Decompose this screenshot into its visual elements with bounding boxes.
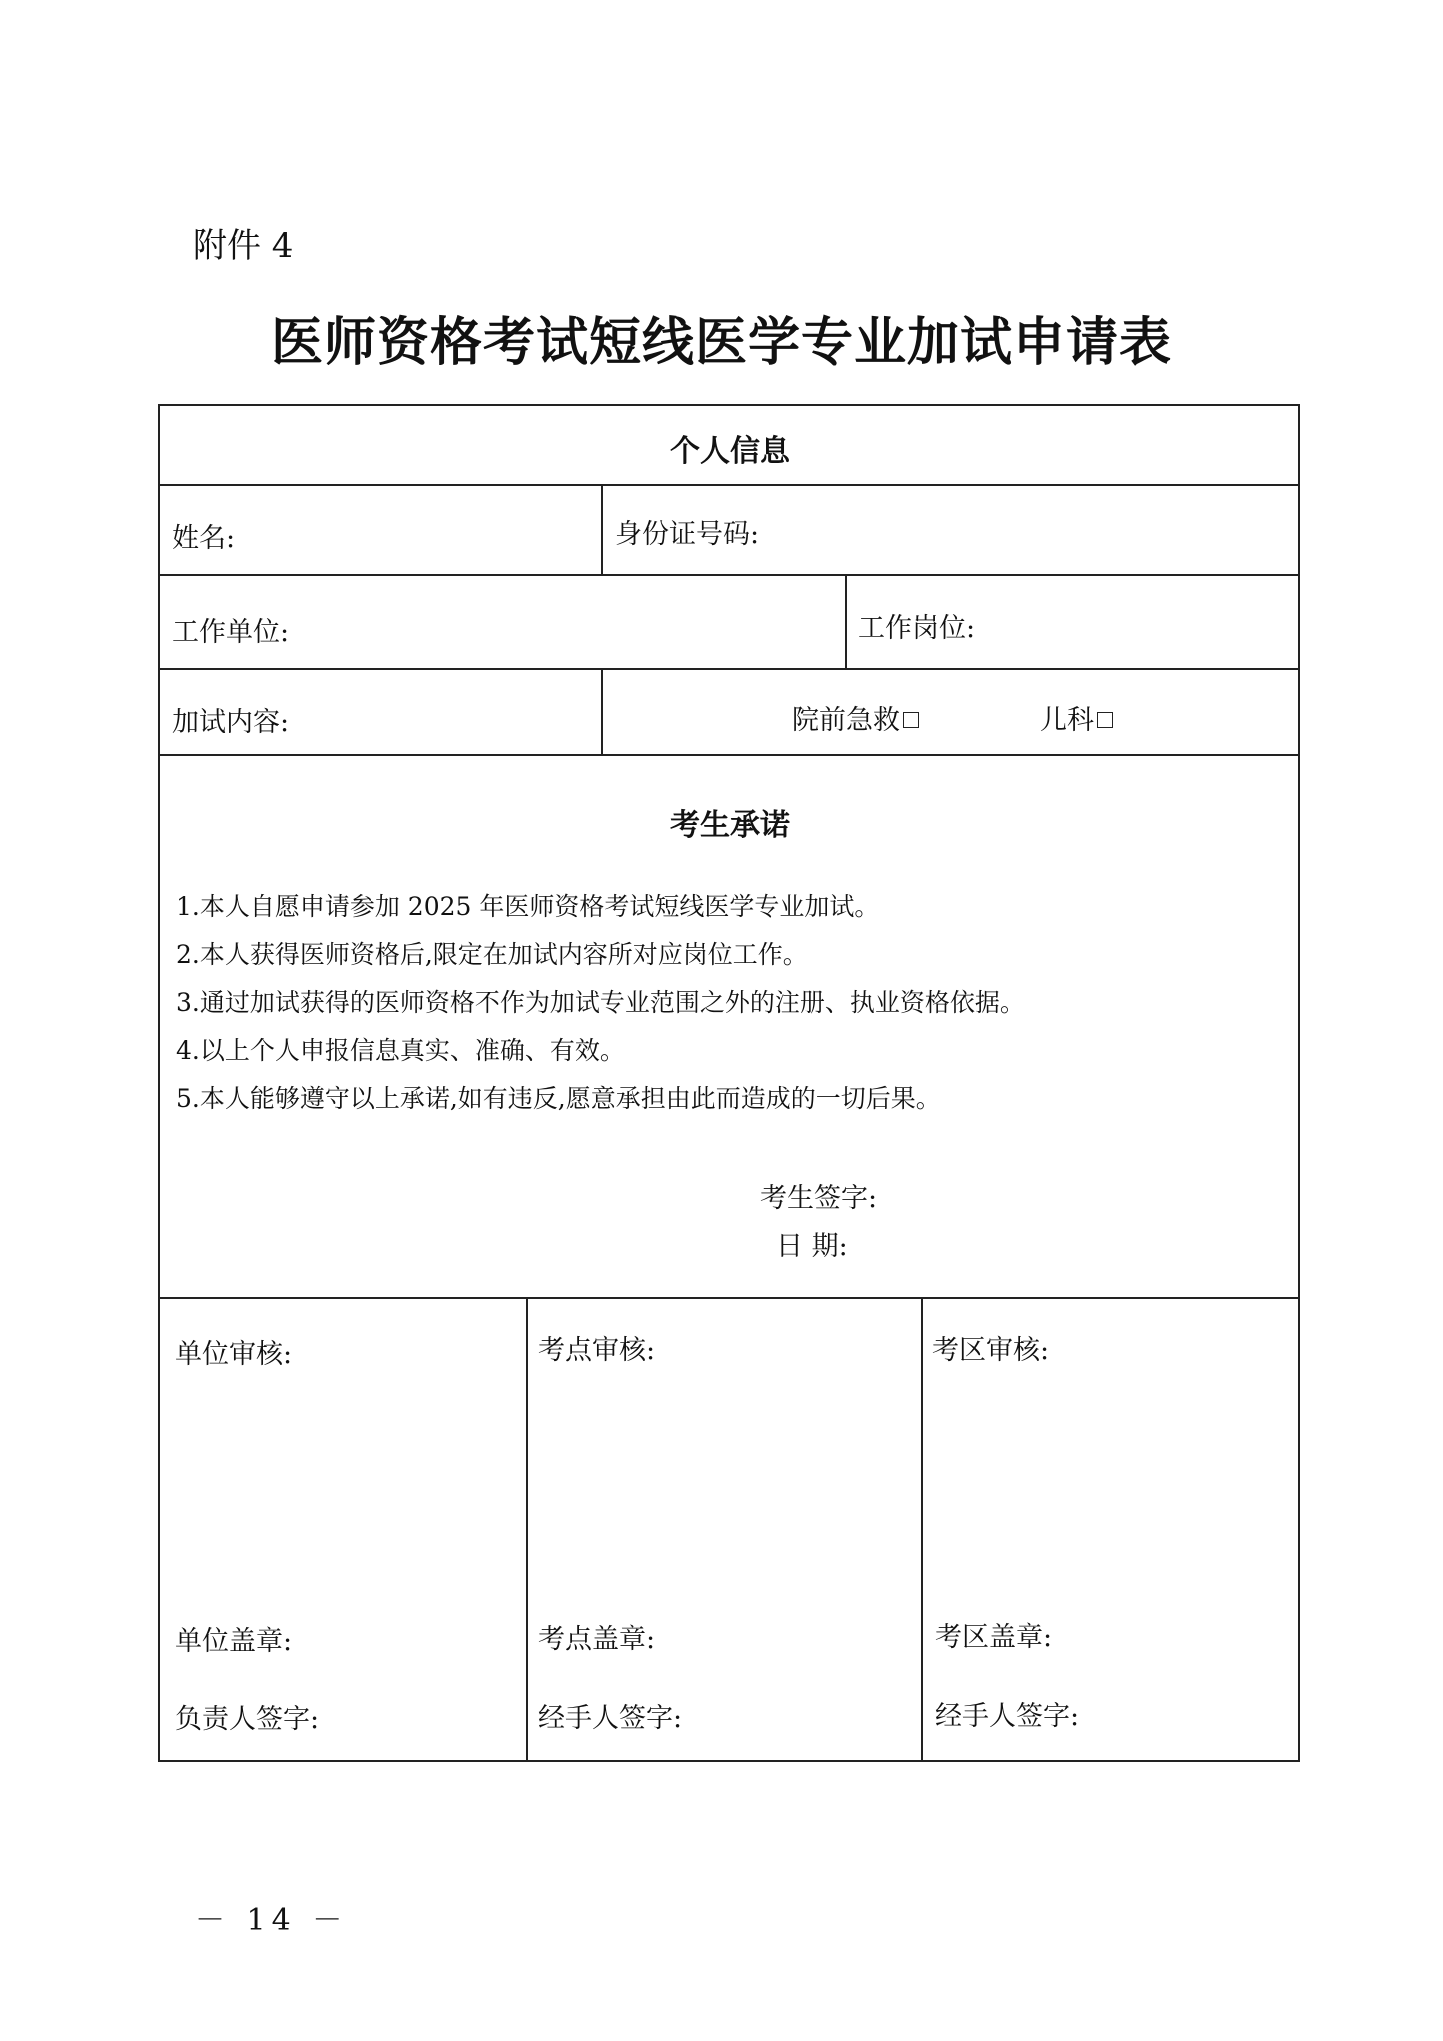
district-seal-label: 考区盖章: <box>935 1622 1053 1653</box>
unit-seal-label: 单位盖章: <box>175 1626 293 1657</box>
page-number: － 14 － <box>195 1903 349 1938</box>
option-prehospital-emergency[interactable] <box>792 698 919 737</box>
site-review-label: 考点审核: <box>538 1335 656 1366</box>
position-label: 工作岗位: <box>858 613 976 644</box>
pledge-item-4: 4.以上个人申报信息真实、准确、有效。 <box>176 1036 625 1065</box>
site-sign-label: 经手人签字: <box>538 1703 683 1734</box>
unit-sign-label: 负责人签字: <box>175 1704 320 1735</box>
option-label: 儿科 <box>1040 705 1094 736</box>
district-sign-label: 经手人签字: <box>935 1701 1080 1732</box>
attachment-label: 附件 4 <box>193 226 294 266</box>
column-divider <box>845 574 847 668</box>
employer-label: 工作单位: <box>172 617 290 648</box>
row-divider <box>160 484 1300 486</box>
signature-label: 考生签字: <box>760 1183 878 1214</box>
column-divider <box>601 668 603 754</box>
row-divider <box>160 574 1300 576</box>
pledge-item-1: 1.本人自愿申请参加 2025 年医师资格考试短线医学专业加试。 <box>176 892 880 921</box>
pledge-heading: 考生承诺 <box>670 808 790 843</box>
row-divider <box>160 1297 1300 1299</box>
column-divider <box>921 1297 923 1762</box>
form-title: 医师资格考试短线医学专业加试申请表 <box>270 312 1172 373</box>
checkbox-icon[interactable] <box>903 712 919 728</box>
row-divider <box>160 668 1300 670</box>
option-pediatrics[interactable] <box>1040 698 1113 737</box>
checkbox-icon[interactable] <box>1097 712 1113 728</box>
site-seal-label: 考点盖章: <box>538 1624 656 1655</box>
personal-info-heading: 个人信息 <box>670 434 790 469</box>
id-number-label: 身份证号码: <box>615 519 760 550</box>
district-review-label: 考区审核: <box>932 1335 1050 1366</box>
column-divider <box>601 484 603 574</box>
date-label: 日 期: <box>776 1231 848 1262</box>
row-divider <box>160 754 1300 756</box>
exam-content-label: 加试内容: <box>172 707 290 738</box>
name-label: 姓名: <box>172 523 236 554</box>
pledge-item-3: 3.通过加试获得的医师资格不作为加试专业范围之外的注册、执业资格依据。 <box>176 988 1025 1017</box>
unit-review-label: 单位审核: <box>175 1339 293 1370</box>
option-label: 院前急救 <box>792 705 900 736</box>
column-divider <box>526 1297 528 1762</box>
pledge-item-2: 2.本人获得医师资格后,限定在加试内容所对应岗位工作。 <box>176 940 808 969</box>
pledge-item-5: 5.本人能够遵守以上承诺,如有违反,愿意承担由此而造成的一切后果。 <box>176 1084 941 1113</box>
